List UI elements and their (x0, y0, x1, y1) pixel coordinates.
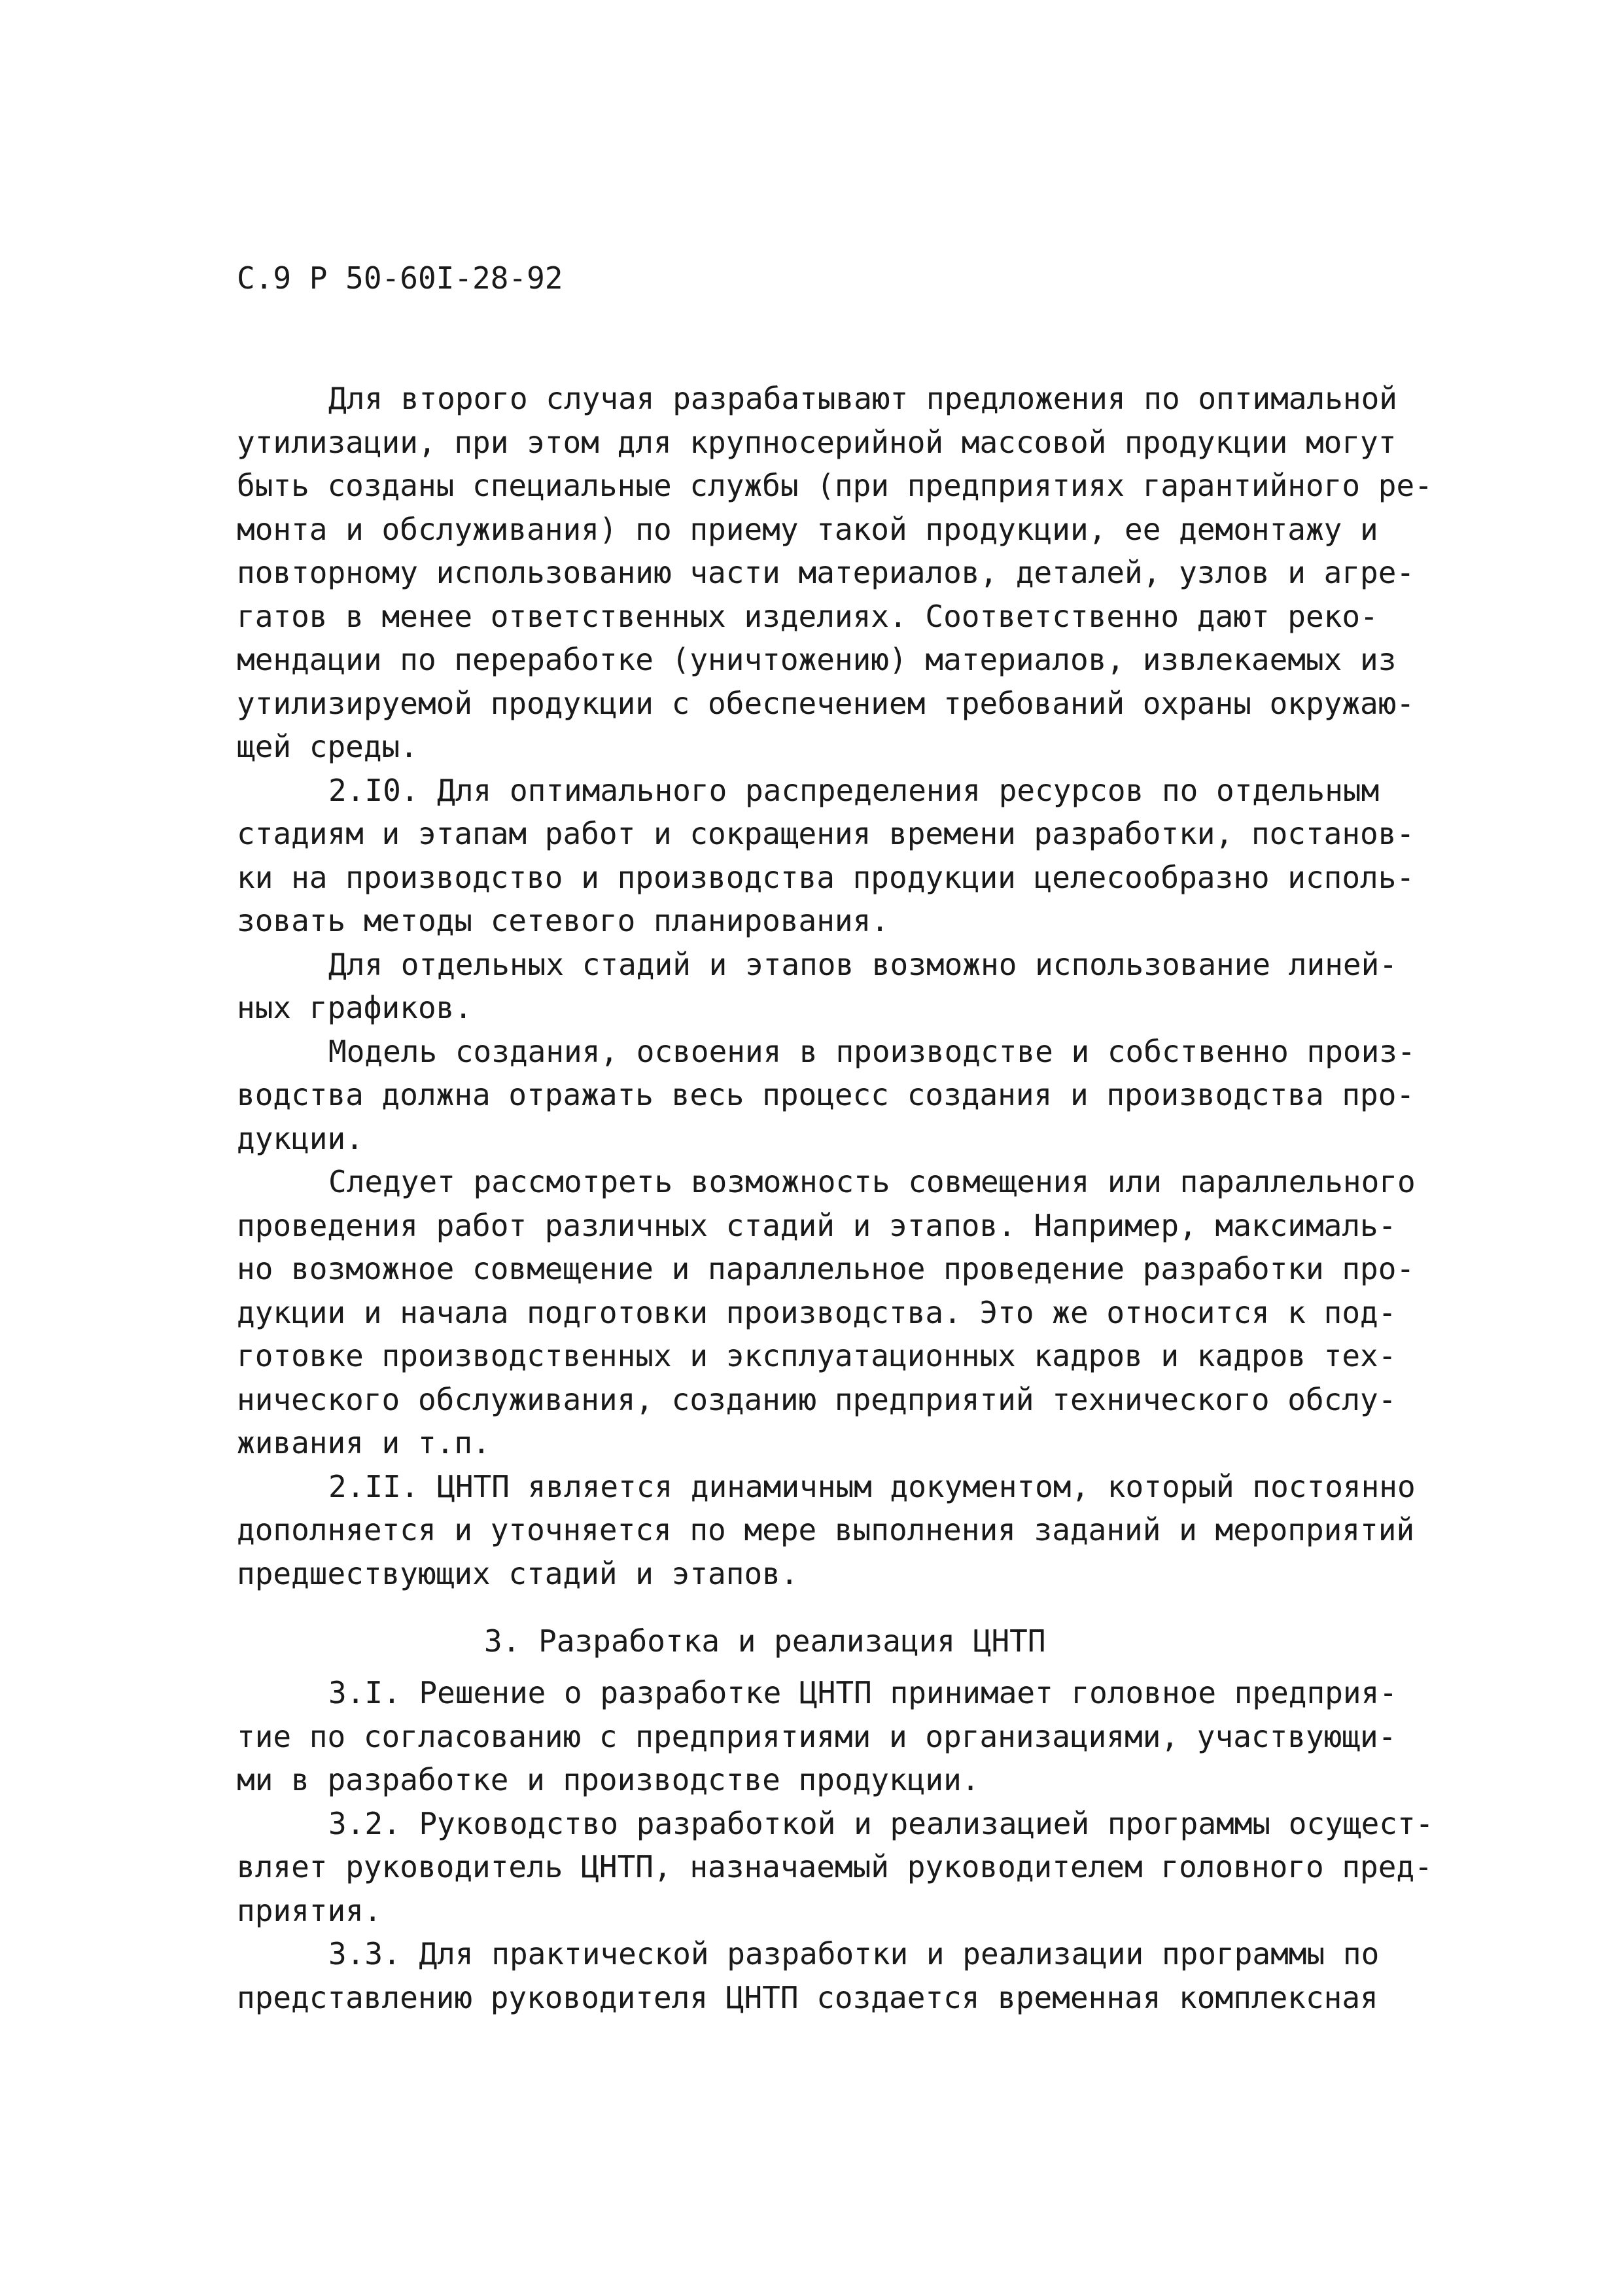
text-line: Для второго случая разрабатывают предложения по оптимальной (328, 381, 1397, 416)
text-line: ных графиков. (237, 990, 473, 1025)
text-line: Следует рассмотреть возможность совмещения или параллельного (328, 1164, 1416, 1199)
page-header: С.9 Р 50-60I-28-92 (237, 260, 563, 296)
text-line: ки на производство и производства продукции целесообразно исполь- (237, 859, 1415, 895)
text-line: монта и обслуживания) по приему такой продукции, ее демонтажу и (237, 511, 1378, 547)
text-line: водства должна отражать весь процесс создания и производства про- (237, 1077, 1415, 1112)
text-line: готовке производственных и эксплуатационных кадров и кадров тех- (237, 1338, 1397, 1373)
text-line: 3.3. Для практической разработки и реализации программы по (328, 1936, 1380, 1971)
text-line: щей среды. (237, 729, 418, 764)
text-line: проведения работ различных стадий и этапов. Например, максималь- (237, 1207, 1397, 1243)
text-line: дукции. (237, 1120, 364, 1156)
text-line: Для отдельных стадий и этапов возможно использование линей- (328, 946, 1397, 982)
text-line: живания и т.п. (237, 1425, 491, 1460)
text-line: повторному использованию части материалов, деталей, узлов и агре- (237, 555, 1415, 590)
text-line: утилизации, при этом для крупносерийной массовой продукции могут (237, 424, 1397, 460)
text-line: быть созданы специальные службы (при предприятиях гарантийного ре- (237, 468, 1433, 503)
section-title: 3. Разработка и реализация ЦНТП (484, 1623, 1046, 1659)
text-line: нического обслуживания, созданию предприятий технического обслу- (237, 1381, 1397, 1417)
text-line: стадиям и этапам работ и сокращения времени разработки, постанов- (237, 816, 1415, 851)
text-line: зовать методы сетевого планирования. (237, 903, 889, 938)
text-line: но возможное совмещение и параллельное проведение разработки про- (237, 1251, 1415, 1286)
text-line: дукции и начала подготовки производства. Это же относится к под- (237, 1294, 1397, 1330)
text-line: утилизируемой продукции с обеспечением требований охраны окружаю- (237, 685, 1415, 721)
text-line: 2.I0. Для оптимального распределения ресурсов по отдельным (328, 772, 1380, 808)
document-body (237, 340, 1434, 2019)
text-line: 3.2. Руководство разработкой и реализацией программы осущест- (328, 1805, 1434, 1841)
text-line: Модель создания, освоения в производстве и собственно произ- (328, 1033, 1416, 1069)
text-line: представлению руководителя ЦНТП создается временная комплексная (237, 1979, 1378, 2015)
text-line: гатов в менее ответственных изделиях. Соответственно дают реко- (237, 598, 1378, 634)
text-line: тие по согласованию с предприятиями и организациями, участвующи- (237, 1718, 1397, 1754)
text-line: 3.I. Решение о разработке ЦНТП принимает головное предприя- (328, 1675, 1397, 1710)
text-line: ми в разработке и производстве продукции. (237, 1762, 980, 1797)
text-line: приятия. (237, 1892, 382, 1928)
text-line: вляет руководитель ЦНТП, назначаемый руководителем головного пред- (237, 1849, 1433, 1884)
text-line: дополняется и уточняется по мере выполнения заданий и мероприятий (237, 1512, 1415, 1547)
text-line: 2.II. ЦНТП является динамичным документом, который постоянно (328, 1468, 1416, 1504)
text-line: предшествующих стадий и этапов. (237, 1555, 799, 1591)
text-line: мендации по переработке (уничтожению) материалов, извлекаемых из (237, 642, 1397, 677)
